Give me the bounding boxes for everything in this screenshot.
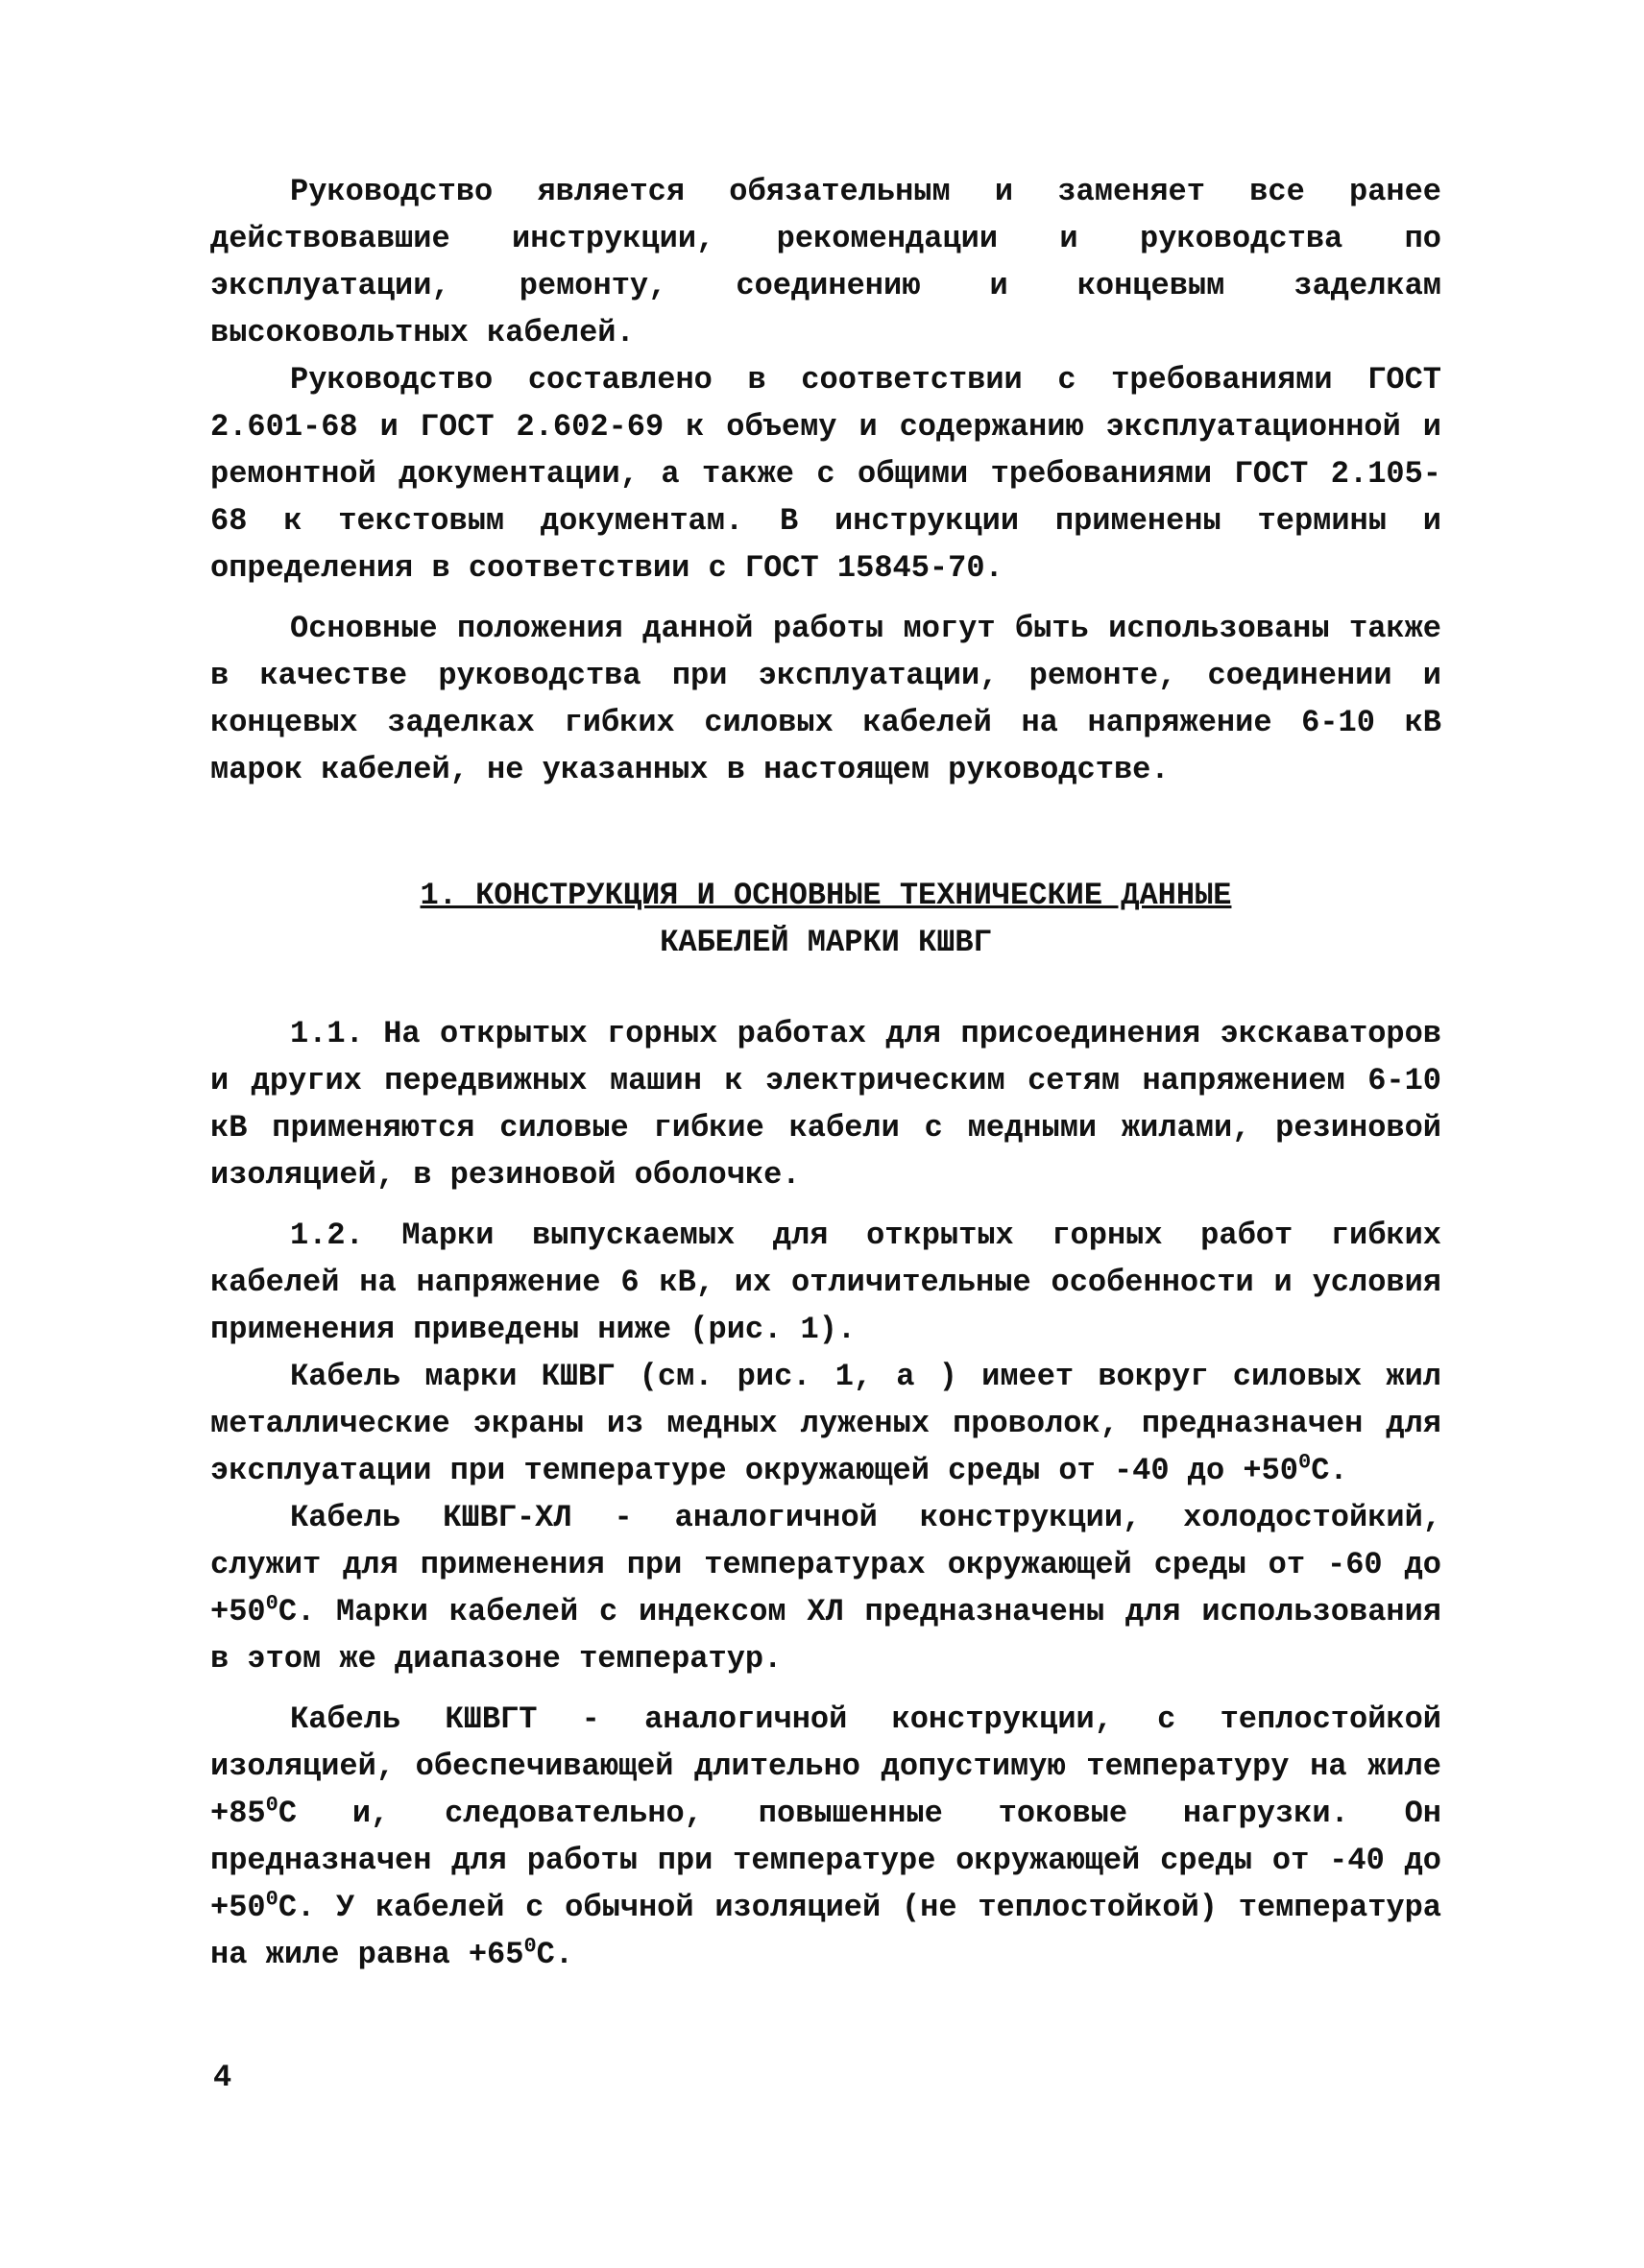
kt-text-4: С.	[536, 1937, 574, 1972]
paragraph-kshvg-hl	[210, 1494, 1441, 1682]
paragraph-1-1: 1.1. На открытых горных работах для присоединения экскаваторов и других передвижных машин к электрическим сетям напряжением 6-10 кВ применяются силовые гибкие кабели с медными жилами, резиновой изоляцией, в резиновой оболочке.	[210, 1016, 1441, 1193]
section-body	[210, 1010, 1441, 1978]
intro-block	[210, 168, 1441, 793]
paragraph-kshvg	[210, 1353, 1441, 1494]
kt-text-1: Кабель КШВГТ - аналогичной конструкции, с теплостойкой изоляцией, обеспечивающей длительно допустимую температуру на жиле +85	[210, 1701, 1441, 1831]
intro-paragraph-1: Руководство является обязательным и заменяет все ранее действовавшие инструкции, рекомендации и руководства по эксплуатации, ремонту, соединению и концевым заделкам высоковольтных кабелей.	[210, 174, 1441, 350]
kshvg-text: Кабель марки КШВГ (см. рис. 1, а ) имеет вокруг силовых жил металлические экраны из медных луженых проволок, предназначен для эксплуатации при температуре окружающей среды от -40 до +50	[210, 1359, 1441, 1488]
section-title-line-2: КАБЕЛЕЙ МАРКИ КШВГ	[660, 925, 992, 960]
page-number: 4	[213, 2060, 232, 2095]
kt-text-2: С и, следовательно, повышенные токовые нагрузки. Он предназначен для работы при температуре окружающей среды от -40 до +50	[210, 1796, 1441, 1925]
paragraph-kshvgt	[210, 1696, 1441, 1978]
degree-sup: 0	[1297, 1450, 1312, 1475]
kt-text-3: С. У кабелей с обычной изоляцией (не теплостойкой) температура на жиле равна +65	[210, 1890, 1441, 1972]
section-title-line-1: 1. КОНСТРУКЦИЯ И ОСНОВНЫЕ ТЕХНИЧЕСКИЕ ДАННЫЕ	[420, 878, 1232, 913]
intro-paragraph-3: Основные положения данной работы могут быть использованы также в качестве руководства при эксплуатации, ремонте, соединении и концевых заделках гибких силовых кабелей на напряжение 6-10 кВ марок кабелей, не указанных в настоящем руководстве.	[210, 611, 1441, 787]
degree-sup: 0	[523, 1934, 537, 1959]
khl-text-end: С. Марки кабелей с индексом ХЛ предназначены для использования в этом же диапазоне температур.	[210, 1594, 1441, 1677]
paragraph-1-2: 1.2. Марки выпускаемых для открытых горных работ гибких кабелей на напряжение 6 кВ, их отличительные особенности и условия применения приведены ниже (рис. 1).	[210, 1218, 1441, 1347]
degree-sup: 0	[265, 1887, 278, 1912]
intro-paragraph-2: Руководство составлено в соответствии с требованиями ГОСТ 2.601-68 и ГОСТ 2.602-69 к объему и содержанию эксплуатационной и ремонтной документации, а также с общими требованиями ГОСТ 2.105-68 к текстовым документам. В инструкции применены термины и определения в соответствии с ГОСТ 15845-70.	[210, 362, 1441, 586]
degree-sup: 0	[265, 1591, 278, 1616]
kshvg-text-end: С.	[1311, 1453, 1348, 1488]
khl-text: Кабель КШВГ-ХЛ - аналогичной конструкции, холодостойкий, служит для применения при температурах окружающей среды от -60 до +50	[210, 1500, 1441, 1629]
section-heading	[210, 872, 1441, 966]
degree-sup: 0	[265, 1793, 278, 1818]
